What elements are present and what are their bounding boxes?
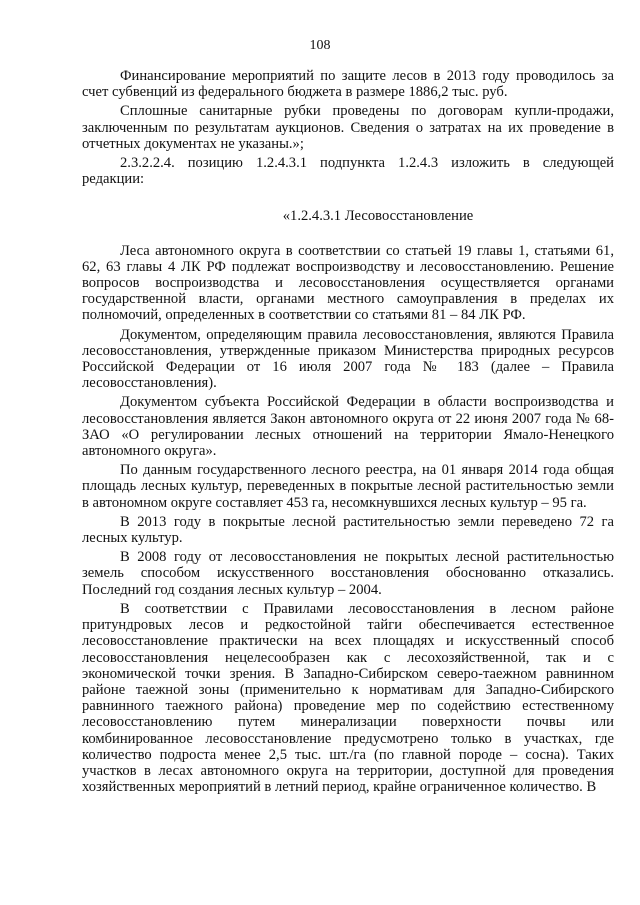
paragraph-forest-code: Леса автономного округа в соответствии со статьей 19 главы 1, статьями 61, 62, 63 главы 4 ЛК РФ подлежат воспроизводству и лесовосстановлению. Решение вопросов воспроизводства и лесовосстановления осуществляется органами государственной власти, органами местного самоуправления в пределах их полномочий, определенных в соответствии со статьями 81 – 84 ЛК РФ. xyxy=(82,242,614,324)
paragraph-sanitary-felling: Сплошные санитарные рубки проведены по договорам купли-продажи, заключенным по результатам аукционов. Сведения о затратах на их проведение в отчетных документах не указаны.»; xyxy=(82,103,614,152)
paragraph-natural-regeneration: В соответствии с Правилами лесовосстановления в лесном районе притундровых лесов и редкостойной тайги обеспечивается естественное лесовосстановление практически на всех площадях и искусственный способ лесовосстановления нецелесообразен как с лесохозяйственной, так и с экономической точки зрения. В Западно-Сибирском северо-таежном равнинном районе таежной зоны (применительно к нормативам для Западно-Сибирского равнинного таежного района) проведение мер по содействию естественному лесовосстановлению путем минерализации поверхности почвы или комбинированное лесовосстановление предусмотрено только в участках, где количество подроста менее 2,5 тыс. шт./га (по главной породе – сосна). Таких участков в лесах автономного округа на территории, доступной для проведения хозяйственных мероприятий в летний период, крайне ограниченное количество. В xyxy=(82,600,614,796)
paragraph-financing: Финансирование мероприятий по защите лесов в 2013 году проводилось за счет субвенций из федерального бюджета в размере 1886,2 тыс. руб. xyxy=(82,68,614,101)
paragraph-2013-transfer: В 2013 году в покрытые лесной растительностью земли переведено 72 га лесных культур. xyxy=(82,513,614,547)
page-number: 108 xyxy=(309,38,331,53)
paragraph-2008-refusal: В 2008 году от лесовосстановления не покрытых лесной растительностью земель способом искусственного восстановления обоснованно отказались. Последний год создания лесных культур – 2004. xyxy=(82,549,614,598)
paragraph-rules: Документом, определяющим правила лесовосстановления, являются Правила лесовосстановления, утвержденные приказом Министерства природных ресурсов Российской Федерации от 16 июля 2007 года № 183 (далее – Правила лесовосстановления). xyxy=(82,326,614,392)
document-body xyxy=(82,68,614,795)
paragraph-forest-registry: По данным государственного лесного реестра, на 01 января 2014 года общая площадь лесных культур, переведенных в покрытые лесной растительностью земли в автономном округе составляет 453 га, несомкнувшихся лесных культур – 95 га. xyxy=(82,462,614,511)
paragraph-regional-law: Документом субъекта Российской Федерации в области воспроизводства и лесовосстановления является Закон автономного округа от 22 июня 2007 года № 68-ЗАО «О регулировании лесных отношений на территории Ямало-Ненецкого автономного округа». xyxy=(82,394,614,460)
section-heading: «1.2.4.3.1 Лесовосстановление xyxy=(282,208,474,225)
paragraph-amendment: 2.3.2.2.4. позицию 1.2.4.3.1 подпункта 1.2.4.3 изложить в следующей редакции: xyxy=(82,155,614,188)
